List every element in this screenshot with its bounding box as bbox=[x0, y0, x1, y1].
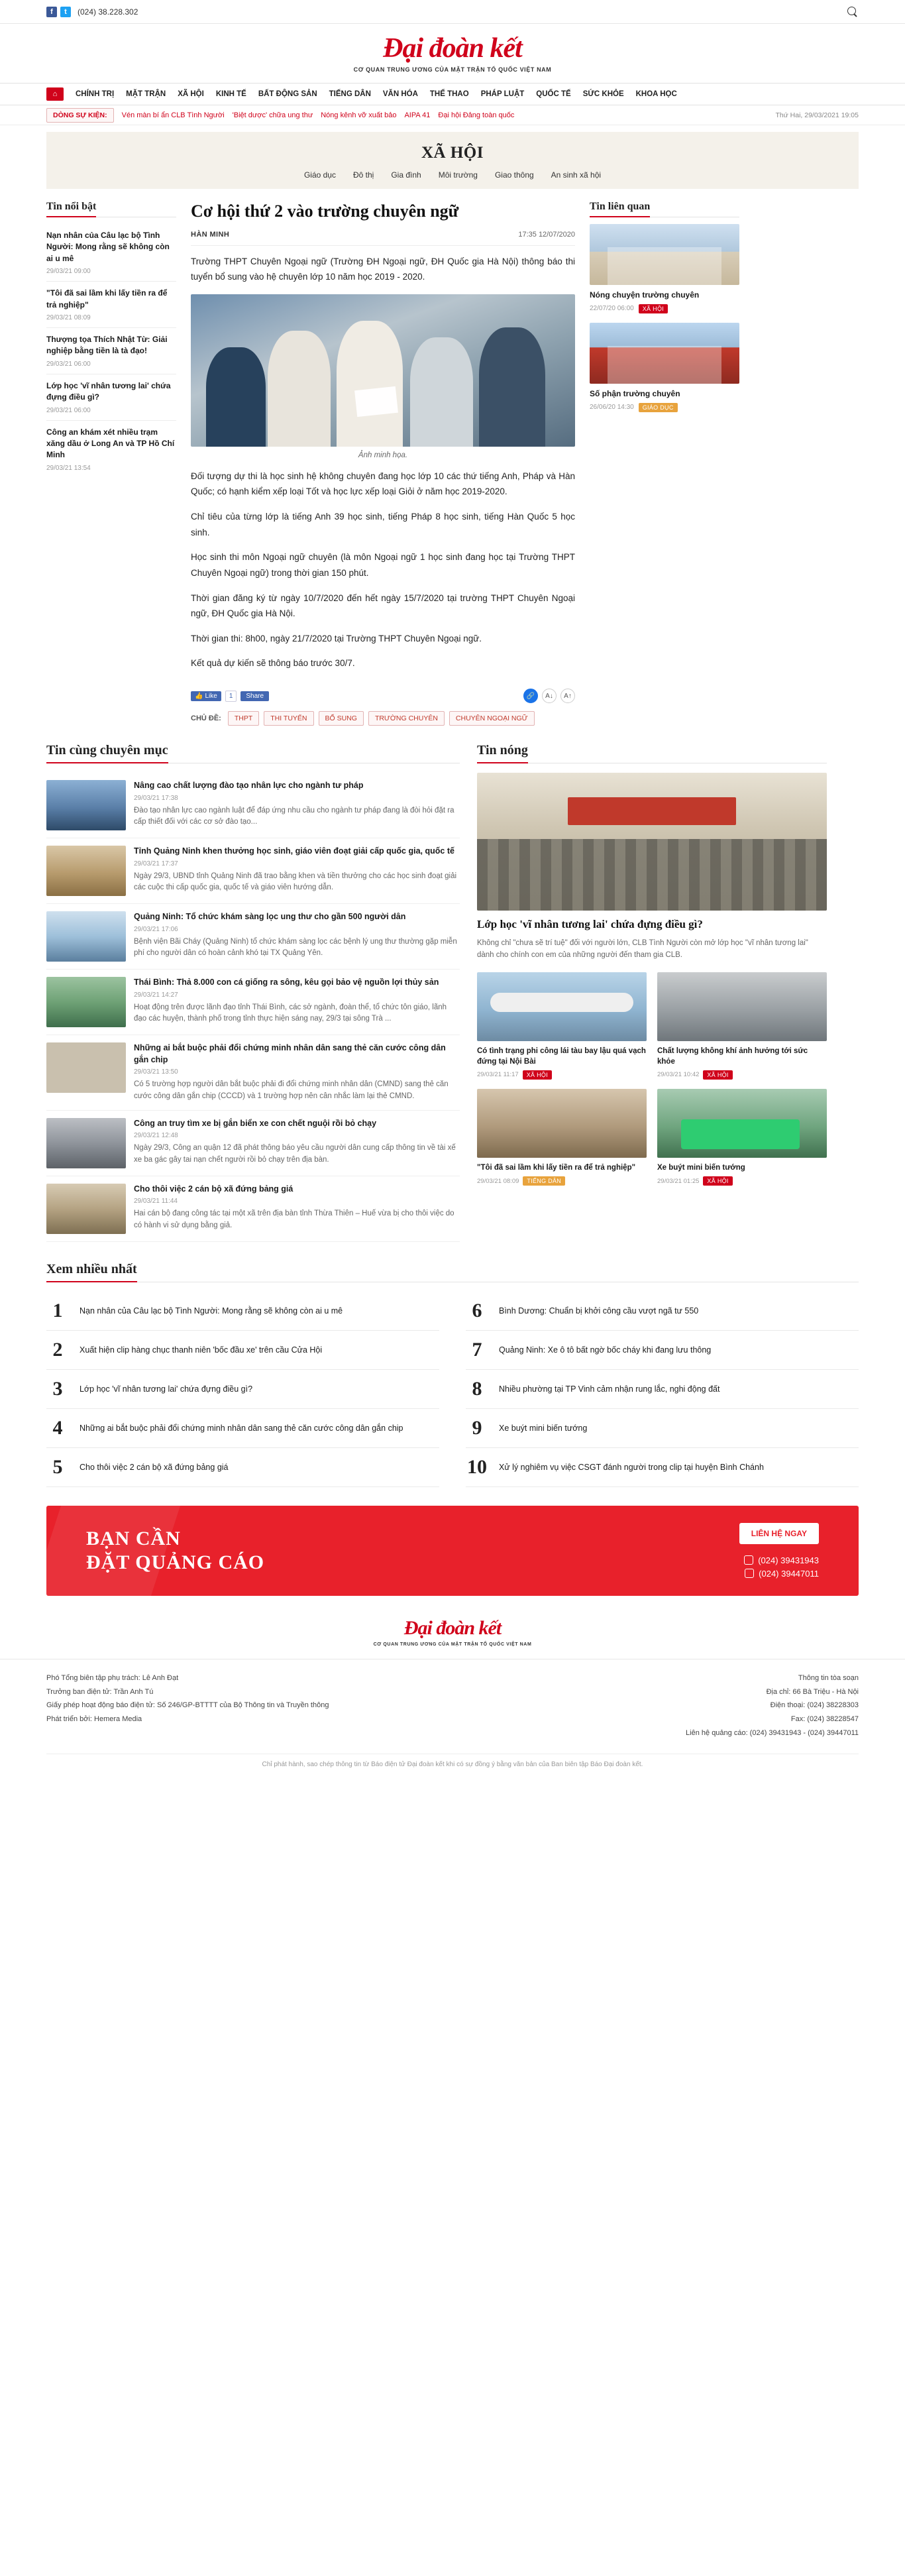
ad-phone-1 bbox=[739, 1555, 819, 1565]
subnav-giao-thong[interactable]: Giao thông bbox=[494, 170, 534, 180]
same-category-heading: Tin cùng chuyên mục bbox=[46, 743, 168, 763]
ad-phone-2-value: (024) 39447011 bbox=[759, 1568, 819, 1579]
subnav-an-sinh-xa-hoi[interactable]: An sinh xã hội bbox=[551, 170, 602, 180]
related-thumbnail bbox=[590, 323, 739, 384]
news-date: 29/03/21 14:27 bbox=[134, 991, 178, 999]
article-caption: Ảnh minh họa. bbox=[358, 451, 408, 459]
news-title[interactable]: Tỉnh Quảng Ninh khen thưởng học sinh, giáo viên đoạt giải cấp quốc gia, quốc tế bbox=[134, 846, 454, 856]
status-badge: XÃ HỘI bbox=[703, 1070, 732, 1080]
news-summary: Có 5 trường hợp người dân bắt buộc phải đi đổi chứng minh nhân dân (CMND) sang thẻ căn cước công dân gắn chip (CCCD) và 1 trường hợp nên cân nhắc làm lại thẻ CMND. bbox=[134, 1080, 449, 1100]
font-decrease-icon[interactable]: A↓ bbox=[542, 689, 557, 703]
nav-item-van-hoa[interactable]: VĂN HÓA bbox=[382, 90, 418, 98]
hot-card-meta bbox=[657, 1176, 827, 1186]
highlight-date: 29/03/21 06:00 bbox=[46, 360, 91, 368]
footer-contact-title: Thông tin tòa soạn bbox=[798, 1673, 859, 1682]
logo-tagline: CƠ QUAN TRUNG ƯƠNG CỦA MẶT TRẬN TỔ QUỐC VIỆT NAM bbox=[353, 66, 552, 73]
news-title[interactable]: Quảng Ninh: Tổ chức khám sàng lọc ung thư cho gần 500 người dân bbox=[134, 912, 406, 921]
hot-news-heading: Tin nóng bbox=[477, 743, 528, 763]
news-title[interactable]: Những ai bắt buộc phải đổi chứng minh nhân dân sang thẻ căn cước công dân gắn chip bbox=[134, 1043, 446, 1064]
news-body bbox=[134, 846, 460, 896]
rank-number: 7 bbox=[472, 1338, 482, 1361]
subnav-moi-truong[interactable]: Môi trường bbox=[438, 170, 478, 180]
news-summary: Hoạt động trên được lãnh đạo tỉnh Thái Bình, các sở ngành, đoàn thể, tổ chức tôn giáo, lãnh đạo các huyện, thành phố trong tỉnh thực hiện sáng nay, 29/3 tại sông Trà ... bbox=[134, 1003, 447, 1023]
footer-phone: Điện thoại: (024) 38228303 bbox=[770, 1701, 859, 1710]
hot-main-card[interactable] bbox=[477, 773, 827, 962]
hot-card-date: 29/03/21 08:09 bbox=[477, 1177, 519, 1185]
nav-item-xa-hoi[interactable]: XÃ HỘI bbox=[178, 90, 204, 98]
article-main bbox=[191, 201, 575, 726]
most-viewed-grid bbox=[46, 1292, 859, 1487]
lower-layout bbox=[0, 726, 905, 1242]
breaking-item-2[interactable]: 'Biệt dược' chữa ung thư bbox=[232, 111, 313, 119]
social-links bbox=[46, 7, 71, 17]
most-viewed-title[interactable]: Xử lý nghiêm vụ việc CSGT đánh người trong clip tại huyện Bình Chánh bbox=[499, 1462, 764, 1472]
rank-number: 2 bbox=[52, 1338, 63, 1361]
related-sidebar bbox=[590, 201, 739, 421]
nav-item-chinh-tri[interactable]: CHÍNH TRỊ bbox=[76, 90, 115, 98]
footer-right-column bbox=[686, 1671, 859, 1740]
hot-card-title[interactable]: Xe buýt mini biến tướng bbox=[657, 1163, 745, 1172]
list-item[interactable] bbox=[590, 323, 739, 412]
news-thumbnail bbox=[46, 1184, 126, 1234]
list-item[interactable] bbox=[477, 972, 647, 1080]
current-datetime: Thứ Hai, 29/03/2021 19:05 bbox=[775, 111, 859, 119]
related-header-row bbox=[590, 201, 739, 217]
hot-card-meta bbox=[477, 1070, 647, 1080]
status-badge: GIÁO DỤC bbox=[639, 403, 678, 412]
most-viewed-heading: Xem nhiều nhất bbox=[46, 1262, 137, 1282]
news-title[interactable]: Thái Bình: Thả 8.000 con cá giống ra sông, kêu gọi bảo vệ nguồn lợi thủy sản bbox=[134, 978, 439, 987]
hot-news-header-row bbox=[477, 743, 827, 763]
nav-item-the-thao[interactable]: THỂ THAO bbox=[429, 90, 469, 98]
related-date: 22/07/20 06:00 bbox=[590, 305, 634, 313]
twitter-icon[interactable]: t bbox=[60, 7, 71, 17]
list-item[interactable] bbox=[46, 421, 176, 478]
highlight-sidebar bbox=[46, 201, 176, 478]
highlight-heading: Tin nổi bật bbox=[46, 201, 96, 217]
nav-item-bat-dong-san[interactable]: BẤT ĐỘNG SẢN bbox=[258, 90, 317, 98]
footer-fax: Fax: (024) 38228547 bbox=[790, 1715, 859, 1724]
news-body bbox=[134, 1184, 460, 1234]
list-item[interactable] bbox=[466, 1292, 859, 1331]
news-title[interactable]: Công an truy tìm xe bị gắn biển xe con chết nguội rồi bỏ chạy bbox=[134, 1118, 377, 1128]
rank-number: 9 bbox=[472, 1416, 482, 1439]
tag-chip[interactable]: TRƯỜNG CHUYÊN bbox=[368, 711, 445, 726]
list-item[interactable] bbox=[657, 972, 827, 1080]
nav-item-suc-khoe[interactable]: SỨC KHỎE bbox=[582, 90, 624, 98]
news-thumbnail bbox=[46, 977, 126, 1027]
related-title[interactable]: Nóng chuyện trường chuyên bbox=[590, 290, 700, 300]
breaking-news-bar bbox=[0, 105, 905, 125]
breaking-label: DÒNG SỰ KIỆN: bbox=[46, 108, 114, 123]
news-date: 29/03/21 17:37 bbox=[134, 860, 178, 868]
hot-main-summary: Không chỉ "chưa sẽ trí tuệ" đối với người lớn, CLB Tình Người còn mở lớp học "vĩ nhân tương lai" dành cho chính con em của những người đến tham gia CLB. bbox=[477, 938, 808, 960]
facebook-share-button[interactable]: Share bbox=[240, 691, 269, 701]
subnav-gia-dinh[interactable]: Gia đình bbox=[391, 170, 421, 180]
share-toolbar bbox=[191, 682, 575, 703]
subnav-giao-duc[interactable]: Giáo dục bbox=[303, 170, 336, 180]
related-date: 26/06/20 14:30 bbox=[590, 404, 634, 412]
article-meta bbox=[191, 231, 575, 246]
logo-text: Đại đoàn kết bbox=[383, 33, 522, 64]
news-body bbox=[134, 977, 460, 1027]
home-icon[interactable]: ⌂ bbox=[46, 87, 64, 101]
hot-card-title[interactable]: "Tôi đã sai lầm khi lấy tiền ra để trả nghiệp" bbox=[477, 1163, 636, 1172]
ad-phone-2 bbox=[739, 1569, 819, 1579]
ad-phone-1-value: (024) 39431943 bbox=[758, 1555, 819, 1565]
hot-card-grid bbox=[477, 972, 827, 1186]
contact-now-button[interactable]: LIÊN HỆ NGAY bbox=[739, 1523, 819, 1544]
news-thumbnail bbox=[46, 780, 126, 830]
rank-number: 10 bbox=[467, 1455, 487, 1478]
hot-news-section bbox=[477, 743, 827, 1186]
tag-chip[interactable]: CHUYÊN NGOẠI NGỮ bbox=[449, 711, 535, 726]
breaking-item-1[interactable]: Vén màn bí ẩn CLB Tình Người bbox=[121, 111, 225, 119]
facebook-icon[interactable]: f bbox=[46, 7, 57, 17]
footer bbox=[0, 1659, 905, 1747]
list-item[interactable] bbox=[466, 1448, 859, 1487]
news-date: 29/03/21 11:44 bbox=[134, 1198, 178, 1205]
footer-logo[interactable] bbox=[0, 1596, 905, 1659]
breaking-item-4[interactable]: AIPA 41 bbox=[404, 111, 431, 119]
ad-copy bbox=[86, 1527, 264, 1575]
footer-editor-line: Phó Tổng biên tập phụ trách: Lê Anh Đạt bbox=[46, 1673, 179, 1682]
like-count: 1 bbox=[225, 691, 237, 702]
ad-contact bbox=[739, 1523, 819, 1579]
article-tags bbox=[191, 711, 575, 726]
article-layout bbox=[0, 189, 905, 726]
highlight-date: 29/03/21 08:09 bbox=[46, 313, 91, 321]
tag-chip[interactable]: THI TUYỂN bbox=[264, 711, 313, 726]
article-paragraph: Đối tượng dự thi là học sinh hệ không chuyên đang học lớp 10 các thứ tiếng Anh, Pháp và Hàn Quốc; có hạnh kiểm xếp loại Tốt và học lực xếp loại Giỏi ở năm học 2019-2020. bbox=[191, 471, 575, 497]
news-thumbnail bbox=[46, 911, 126, 962]
highlight-date: 29/03/21 09:00 bbox=[46, 268, 91, 276]
hot-card-date: 29/03/21 01:25 bbox=[657, 1177, 700, 1185]
most-viewed-title[interactable]: Nhiều phường tại TP Vinh cảm nhận rung lắc, nghi động đất bbox=[499, 1384, 720, 1394]
highlight-title[interactable]: Thượng tọa Thích Nhật Từ: Giải nghiệp bằng tiền là tà đạo! bbox=[46, 334, 168, 356]
highlight-title[interactable]: Lớp học 'vĩ nhân tương lai' chứa đựng điều gì? bbox=[46, 380, 171, 402]
article-figure bbox=[191, 294, 575, 459]
news-title[interactable]: Cho thôi việc 2 cán bộ xã đứng bảng giá bbox=[134, 1184, 293, 1194]
highlight-header-row bbox=[46, 201, 176, 217]
tag-chip[interactable]: THPT bbox=[228, 711, 259, 726]
rank-number: 3 bbox=[52, 1377, 63, 1400]
search-icon[interactable] bbox=[847, 6, 859, 18]
list-item[interactable] bbox=[46, 1370, 439, 1409]
status-badge: XÃ HỘI bbox=[639, 304, 668, 313]
list-item[interactable] bbox=[466, 1409, 859, 1448]
highlight-title[interactable]: Nạn nhân của Câu lạc bộ Tình Người: Mong rằng sẽ không còn ai u mê bbox=[46, 231, 170, 263]
most-viewed-title[interactable]: Quảng Ninh: Xe ô tô bất ngờ bốc cháy khi đang lưu thông bbox=[499, 1345, 712, 1355]
list-item[interactable] bbox=[466, 1370, 859, 1409]
news-summary: Ngày 29/3, Công an quận 12 đã phát thông báo yêu cầu người dân cung cấp thông tin về tài xế xe ba gác gây tai nạn chết người rồi bỏ chạy trên địa bàn. bbox=[134, 1144, 456, 1164]
hot-main-image bbox=[477, 773, 827, 911]
list-item[interactable] bbox=[46, 374, 176, 421]
phone-icon bbox=[745, 1569, 754, 1578]
tag-chip[interactable]: BỔ SUNG bbox=[319, 711, 364, 726]
list-item[interactable] bbox=[46, 1292, 439, 1331]
article-paragraph: Học sinh thi môn Ngoại ngữ chuyên (là môn Ngoại ngữ 1 học sinh đang học tại Trường THPT Chuyên Ngoại ngữ) trong thời gian 150 phút. bbox=[191, 552, 575, 578]
footer-logo-text: Đại đoàn kết bbox=[403, 1616, 502, 1639]
nav-item-khoa-hoc[interactable]: KHOA HỌC bbox=[635, 90, 677, 98]
list-item[interactable] bbox=[657, 1089, 827, 1186]
article-author: HÀN MINH bbox=[191, 230, 230, 239]
hot-card-title[interactable]: Có tình trạng phi công lái tàu bay lậu quá vạch đứng tại Nội Bài bbox=[477, 1046, 646, 1066]
nav-item-phap-luat[interactable]: PHÁP LUẬT bbox=[480, 90, 525, 98]
article-paragraph: Kết quả dự kiến sẽ thông báo trước 30/7. bbox=[191, 658, 355, 669]
subnav-do-thi[interactable]: Đô thị bbox=[352, 170, 374, 180]
list-item[interactable] bbox=[46, 1035, 460, 1111]
status-badge: XÃ HỘI bbox=[523, 1070, 552, 1080]
phone-icon bbox=[744, 1555, 753, 1565]
facebook-like-button[interactable] bbox=[191, 691, 221, 701]
list-item[interactable] bbox=[46, 1409, 439, 1448]
same-category-header-row bbox=[46, 743, 460, 763]
news-date: 29/03/21 13:50 bbox=[134, 1068, 178, 1076]
footer-copyright: Chỉ phát hành, sao chép thông tin từ Báo điện tử Đại đoàn kết khi có sự đồng ý bằng văn bản của Ban biên tập Báo Đại đoàn kết. bbox=[46, 1754, 859, 1783]
related-heading: Tin liên quan bbox=[590, 201, 650, 217]
news-body bbox=[134, 911, 460, 962]
footer-left-column bbox=[46, 1671, 329, 1740]
highlight-date: 29/03/21 06:00 bbox=[46, 406, 91, 414]
ad-line-1: BẠN CẦN bbox=[86, 1527, 181, 1549]
news-summary: Đào tạo nhân lực cao ngành luật để đáp ứng nhu cầu cho ngành tư pháp đang là đòi hỏi đặt ra cấp thiết đối với các cơ sở đào tạo... bbox=[134, 806, 454, 826]
highlight-title[interactable]: "Tôi đã sai lầm khi lấy tiền ra để trả nghiệp" bbox=[46, 288, 168, 309]
nav-item-kinh-te[interactable]: KINH TẾ bbox=[215, 90, 246, 98]
hot-card-image bbox=[477, 972, 647, 1041]
list-item[interactable] bbox=[46, 773, 460, 838]
most-viewed-header-row bbox=[46, 1262, 859, 1282]
hot-card-image bbox=[657, 1089, 827, 1158]
footer-license-line: Giấy phép hoạt động báo điện tử: Số 246/GP-BTTTT của Bộ Thông tin và Truyền thông bbox=[46, 1701, 329, 1710]
highlight-title[interactable]: Công an khám xét nhiều trạm xăng dầu ở Long An và TP Hồ Chí Minh bbox=[46, 427, 175, 460]
advertisement-wrapper bbox=[0, 1487, 905, 1596]
hot-card-meta bbox=[657, 1070, 827, 1080]
news-summary: Hai cán bộ đang công tác tại một xã trên địa bàn tỉnh Thừa Thiên – Huế vừa bị cho thôi việc do có hành vi sử dụng bằng giả. bbox=[134, 1209, 454, 1229]
list-item[interactable] bbox=[46, 1176, 460, 1242]
news-date: 29/03/21 12:48 bbox=[134, 1132, 178, 1140]
most-viewed-title[interactable]: Xuất hiện clip hàng chục thanh niên 'bốc đầu xe' trên cầu Cửa Hội bbox=[80, 1345, 323, 1355]
contact-phone: (024) 38.228.302 bbox=[78, 7, 138, 17]
hot-card-date: 29/03/21 10:42 bbox=[657, 1071, 700, 1079]
list-item[interactable] bbox=[46, 1448, 439, 1487]
footer-ad-contact: Liên hệ quảng cáo: (024) 39431943 - (024) 39447011 bbox=[686, 1729, 859, 1738]
footer-developer-line: Phát triển bởi: Hemera Media bbox=[46, 1715, 142, 1724]
most-viewed-section bbox=[0, 1242, 905, 1487]
footer-logo-tagline: CƠ QUAN TRUNG ƯƠNG CỦA MẶT TRẬN TỔ QUỐC VIỆT NAM bbox=[373, 1642, 532, 1647]
footer-address: Địa chỉ: 66 Bà Triệu - Hà Nội bbox=[766, 1687, 859, 1696]
list-item[interactable] bbox=[46, 904, 460, 970]
related-thumbnail bbox=[590, 224, 739, 285]
advertisement-banner[interactable] bbox=[46, 1506, 859, 1596]
news-summary: Ngày 29/3, UBND tỉnh Quảng Ninh đã trao bằng khen và tiền thưởng cho các học sinh đoạt giải các cuộc thi cấp quốc gia, quốc tế và giáo viên hướng dẫn. bbox=[134, 871, 457, 892]
thumb-up-icon: 👍 bbox=[195, 692, 203, 700]
utility-bar bbox=[0, 0, 905, 24]
most-viewed-title[interactable]: Bình Dương: Chuẩn bị khởi công cầu vượt ngã tư 550 bbox=[499, 1306, 699, 1316]
font-increase-icon[interactable]: A↑ bbox=[560, 689, 575, 703]
list-item[interactable] bbox=[46, 970, 460, 1035]
nav-item-mat-tran[interactable]: MẶT TRẬN bbox=[126, 90, 166, 98]
rank-number: 8 bbox=[472, 1377, 482, 1400]
news-title[interactable]: Nâng cao chất lượng đào tạo nhân lực cho ngành tư pháp bbox=[134, 781, 364, 790]
site-logo[interactable] bbox=[354, 34, 552, 73]
highlight-date: 29/03/21 13:54 bbox=[46, 464, 91, 472]
page-title: Cơ hội thứ 2 vào trường chuyên ngữ bbox=[191, 201, 459, 221]
main-navigation bbox=[0, 83, 905, 105]
breaking-item-3[interactable]: Nóng kênh vỡ xuất bảo bbox=[321, 111, 397, 119]
breaking-item-5[interactable]: Đại hội Đảng toàn quốc bbox=[438, 111, 515, 119]
tags-label: CHỦ ĐỀ: bbox=[191, 714, 221, 722]
hot-card-meta bbox=[477, 1176, 647, 1186]
news-thumbnail bbox=[46, 1042, 126, 1093]
hot-main-title[interactable]: Lớp học 'vĩ nhân tương lai' chứa đựng điều gì? bbox=[477, 918, 703, 930]
news-body bbox=[134, 780, 460, 830]
nav-item-tieng-dan[interactable]: TIẾNG DÂN bbox=[329, 90, 371, 98]
news-body bbox=[134, 1042, 460, 1103]
same-category-section bbox=[46, 743, 460, 1242]
news-date: 29/03/21 17:06 bbox=[134, 925, 178, 933]
list-item[interactable] bbox=[46, 1111, 460, 1176]
section-header bbox=[46, 132, 859, 189]
most-viewed-title[interactable]: Lớp học 'vĩ nhân tương lai' chứa đựng điều gì? bbox=[80, 1384, 253, 1394]
news-thumbnail bbox=[46, 846, 126, 896]
section-title: XÃ HỘI bbox=[421, 144, 484, 162]
hot-card-title[interactable]: Chất lượng không khí ảnh hưởng tới sức khỏe bbox=[657, 1046, 808, 1066]
masthead bbox=[0, 24, 905, 83]
like-label: Like bbox=[205, 692, 217, 700]
news-summary: Bệnh viện Bãi Cháy (Quảng Ninh) tổ chức khám sàng lọc các bệnh lý ung thư thường gặp miễn phí cho người dân có hoàn cảnh khó tại TX Quảng Yên. bbox=[134, 937, 457, 958]
list-item[interactable] bbox=[46, 1331, 439, 1370]
related-title[interactable]: Số phận trường chuyên bbox=[590, 388, 680, 398]
news-thumbnail bbox=[46, 1118, 126, 1168]
status-badge: TIẾNG DÂN bbox=[523, 1176, 565, 1186]
hot-card-date: 29/03/21 11:17 bbox=[477, 1071, 519, 1079]
article-paragraph: Chỉ tiêu của từng lớp là tiếng Anh 39 học sinh, tiếng Pháp 8 học sinh, tiếng Hàn Quốc 5 học sinh. bbox=[191, 512, 575, 537]
status-badge: XÃ HỘI bbox=[703, 1176, 732, 1186]
news-date: 29/03/21 17:38 bbox=[134, 794, 178, 802]
ad-line-2: ĐẶT QUẢNG CÁO bbox=[86, 1551, 265, 1573]
most-viewed-title[interactable]: Nạn nhân của Câu lạc bộ Tình Người: Mong rằng sẽ không còn ai u mê bbox=[80, 1306, 343, 1316]
nav-item-quoc-te[interactable]: QUỐC TẾ bbox=[536, 90, 571, 98]
list-item[interactable] bbox=[590, 224, 739, 313]
article-paragraph: Trường THPT Chuyên Ngoại ngữ (Trường ĐH Ngoại ngữ, ĐH Quốc gia Hà Nội) thông báo thi tuyển bổ sung vào hệ chuyên lớp 10 năm học 2019 - 2020. bbox=[191, 256, 575, 282]
article-paragraph: Thời gian đăng ký từ ngày 10/7/2020 đến hết ngày 15/7/2020 tại trường THPT Chuyên Ngoại ngữ, ĐH Quốc gia Hà Nội. bbox=[191, 592, 575, 619]
news-body bbox=[134, 1118, 460, 1168]
hot-card-image bbox=[477, 1089, 647, 1158]
list-item[interactable] bbox=[477, 1089, 647, 1186]
list-item[interactable] bbox=[46, 282, 176, 328]
article-paragraph: Thời gian thi: 8h00, ngày 21/7/2020 tại Trường THPT Chuyên Ngoại ngữ. bbox=[191, 633, 482, 644]
most-viewed-title[interactable]: Những ai bắt buộc phải đổi chứng minh nhân dân sang thẻ căn cước công dân gắn chip bbox=[80, 1423, 403, 1433]
rank-number: 1 bbox=[52, 1299, 63, 1321]
most-viewed-title[interactable]: Cho thôi việc 2 cán bộ xã đứng bảng giá bbox=[80, 1462, 229, 1472]
section-subnav bbox=[46, 170, 859, 180]
link-icon[interactable]: 🔗 bbox=[523, 689, 538, 703]
footer-digital-head-line: Trưởng ban điện tử: Trần Anh Tú bbox=[46, 1687, 154, 1696]
most-viewed-title[interactable]: Xe buýt mini biến tướng bbox=[499, 1423, 588, 1433]
rank-number: 5 bbox=[52, 1455, 63, 1478]
rank-number: 4 bbox=[52, 1416, 63, 1439]
list-item[interactable] bbox=[46, 224, 176, 282]
article-photo bbox=[191, 294, 575, 447]
related-meta bbox=[590, 403, 739, 412]
list-item[interactable] bbox=[46, 328, 176, 374]
hot-card-image bbox=[657, 972, 827, 1041]
list-item[interactable] bbox=[46, 838, 460, 904]
rank-number: 6 bbox=[472, 1299, 482, 1321]
article-timestamp: 17:35 12/07/2020 bbox=[518, 230, 575, 239]
list-item[interactable] bbox=[466, 1331, 859, 1370]
related-meta bbox=[590, 304, 739, 313]
